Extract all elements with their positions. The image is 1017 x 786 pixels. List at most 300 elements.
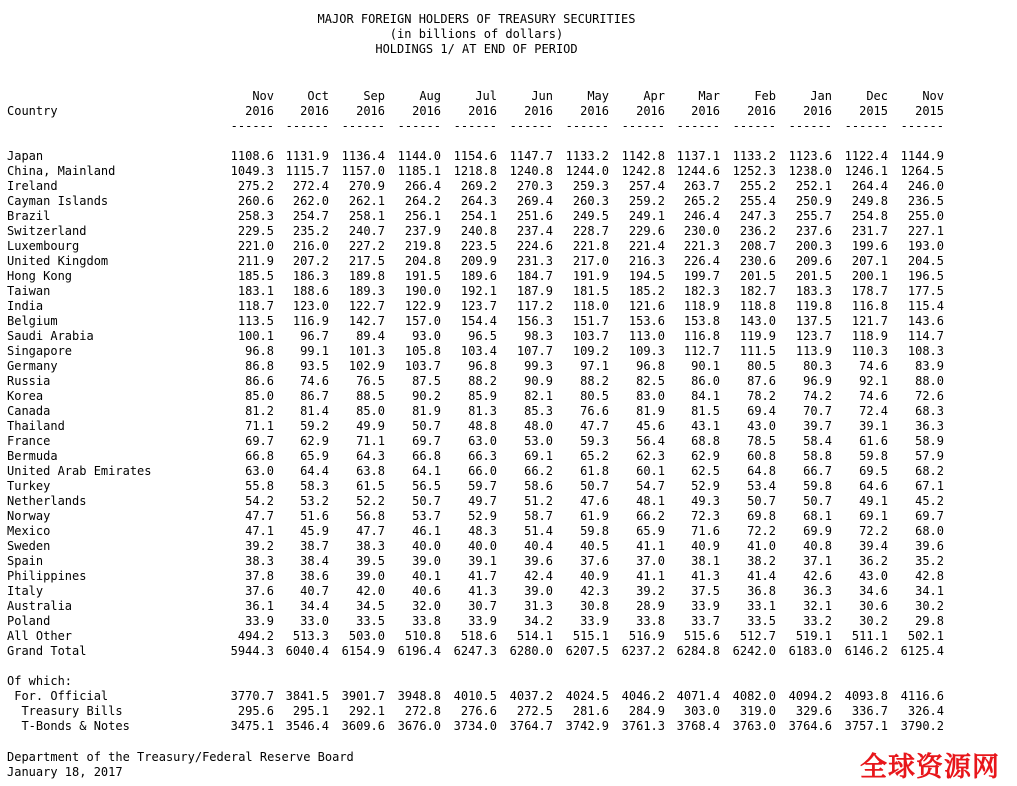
holding-value: 1154.6 bbox=[453, 149, 497, 163]
holding-value: 42.0 bbox=[356, 584, 385, 598]
holding-value: 83.9 bbox=[915, 359, 944, 373]
holding-value: 82.5 bbox=[636, 374, 665, 388]
holding-value: 255.0 bbox=[907, 209, 944, 223]
holding-value: 33.5 bbox=[747, 614, 776, 628]
header-underline: ------ bbox=[676, 119, 720, 133]
holding-value: 252.1 bbox=[795, 179, 832, 193]
holding-value: 177.5 bbox=[907, 284, 944, 298]
holding-value: 39.0 bbox=[412, 554, 441, 568]
holding-value: 37.1 bbox=[803, 554, 832, 568]
holding-value: 63.8 bbox=[356, 464, 385, 478]
holding-value: 80.5 bbox=[580, 389, 609, 403]
table-row bbox=[0, 554, 1017, 569]
holding-value: 52.2 bbox=[356, 494, 385, 508]
holding-value: 110.3 bbox=[851, 344, 888, 358]
holding-value: 68.1 bbox=[803, 509, 832, 523]
holding-value: 39.0 bbox=[356, 569, 385, 583]
holding-value: 45.6 bbox=[636, 419, 665, 433]
holding-value: 264.4 bbox=[851, 179, 888, 193]
holding-value: 4071.4 bbox=[676, 689, 720, 703]
period-month-header: Nov bbox=[252, 89, 274, 103]
holding-value: 119.8 bbox=[795, 299, 832, 313]
table-row bbox=[0, 239, 1017, 254]
holding-value: 84.1 bbox=[691, 389, 720, 403]
country-name: Poland bbox=[7, 614, 51, 628]
holding-value: 230.6 bbox=[739, 254, 776, 268]
holding-value: 33.1 bbox=[747, 599, 776, 613]
table-row bbox=[0, 509, 1017, 524]
holding-value: 3764.7 bbox=[509, 719, 553, 733]
holding-value: 189.3 bbox=[348, 284, 385, 298]
holding-value: 37.8 bbox=[245, 569, 274, 583]
holding-value: 85.0 bbox=[356, 404, 385, 418]
holding-value: 62.9 bbox=[691, 449, 720, 463]
holding-value: 71.6 bbox=[691, 524, 720, 538]
holding-value: 502.1 bbox=[907, 629, 944, 643]
table-row bbox=[0, 494, 1017, 509]
holding-value: 64.4 bbox=[300, 464, 329, 478]
table-header bbox=[0, 89, 1017, 134]
holding-value: 96.7 bbox=[300, 329, 329, 343]
holding-value: 34.4 bbox=[300, 599, 329, 613]
holding-value: 236.5 bbox=[907, 194, 944, 208]
holding-value: 42.3 bbox=[580, 584, 609, 598]
holding-value: 503.0 bbox=[348, 629, 385, 643]
holding-value: 121.7 bbox=[851, 314, 888, 328]
country-name: Turkey bbox=[7, 479, 51, 493]
holding-value: 49.7 bbox=[468, 494, 497, 508]
holding-value: 33.8 bbox=[636, 614, 665, 628]
holding-value: 43.0 bbox=[859, 569, 888, 583]
holding-value: 59.8 bbox=[580, 524, 609, 538]
holding-value: 236.2 bbox=[739, 224, 776, 238]
holding-value: 74.2 bbox=[803, 389, 832, 403]
holding-value: 82.1 bbox=[524, 389, 553, 403]
holding-value: 50.7 bbox=[803, 494, 832, 508]
holding-value: 326.4 bbox=[907, 704, 944, 718]
holding-value: 6125.4 bbox=[900, 644, 944, 658]
holding-value: 209.9 bbox=[460, 254, 497, 268]
holding-value: 96.5 bbox=[468, 329, 497, 343]
holding-value: 37.6 bbox=[580, 554, 609, 568]
holding-value: 48.0 bbox=[524, 419, 553, 433]
grand-total-row bbox=[0, 644, 1017, 659]
holding-value: 39.2 bbox=[636, 584, 665, 598]
holding-value: 254.8 bbox=[851, 209, 888, 223]
table-row bbox=[0, 164, 1017, 179]
holding-value: 32.0 bbox=[412, 599, 441, 613]
holding-value: 39.1 bbox=[468, 554, 497, 568]
holding-value: 90.2 bbox=[412, 389, 441, 403]
table-row bbox=[0, 599, 1017, 614]
holding-value: 123.7 bbox=[460, 299, 497, 313]
holding-value: 29.8 bbox=[915, 614, 944, 628]
holding-value: 515.1 bbox=[572, 629, 609, 643]
holding-value: 86.0 bbox=[691, 374, 720, 388]
holding-value: 1133.2 bbox=[732, 149, 776, 163]
holding-value: 30.2 bbox=[915, 599, 944, 613]
holding-value: 1244.0 bbox=[565, 164, 609, 178]
holding-value: 1108.6 bbox=[230, 149, 274, 163]
table-row bbox=[0, 269, 1017, 284]
table-row bbox=[0, 434, 1017, 449]
holding-value: 30.8 bbox=[580, 599, 609, 613]
holding-value: 250.9 bbox=[795, 194, 832, 208]
holding-value: 1123.6 bbox=[788, 149, 832, 163]
holding-value: 66.7 bbox=[803, 464, 832, 478]
holding-value: 45.9 bbox=[300, 524, 329, 538]
holding-value: 42.4 bbox=[524, 569, 553, 583]
holding-value: 33.2 bbox=[803, 614, 832, 628]
holding-value: 3948.8 bbox=[397, 689, 441, 703]
holding-value: 518.6 bbox=[460, 629, 497, 643]
header-underline: ------ bbox=[509, 119, 553, 133]
holding-value: 41.7 bbox=[468, 569, 497, 583]
holding-value: 258.3 bbox=[237, 209, 274, 223]
holding-value: 260.6 bbox=[237, 194, 274, 208]
holding-value: 47.1 bbox=[245, 524, 274, 538]
holding-value: 103.7 bbox=[404, 359, 441, 373]
holding-value: 249.1 bbox=[628, 209, 665, 223]
period-year-header: 2016 bbox=[747, 104, 776, 118]
holding-value: 65.9 bbox=[636, 524, 665, 538]
holding-value: 240.7 bbox=[348, 224, 385, 238]
holding-value: 264.3 bbox=[460, 194, 497, 208]
holding-value: 118.7 bbox=[237, 299, 274, 313]
holding-value: 329.6 bbox=[795, 704, 832, 718]
of-which-row bbox=[0, 719, 1017, 734]
holding-value: 31.3 bbox=[524, 599, 553, 613]
holding-value: 68.8 bbox=[691, 434, 720, 448]
holding-value: 230.0 bbox=[683, 224, 720, 238]
holding-value: 51.6 bbox=[300, 509, 329, 523]
holding-value: 183.1 bbox=[237, 284, 274, 298]
table-row bbox=[0, 524, 1017, 539]
holding-value: 511.1 bbox=[851, 629, 888, 643]
holding-value: 292.1 bbox=[348, 704, 385, 718]
holding-value: 137.5 bbox=[795, 314, 832, 328]
holding-value: 109.3 bbox=[628, 344, 665, 358]
holding-value: 1218.8 bbox=[453, 164, 497, 178]
holding-value: 71.1 bbox=[245, 419, 274, 433]
holding-value: 81.9 bbox=[412, 404, 441, 418]
holding-value: 510.8 bbox=[404, 629, 441, 643]
holding-value: 32.1 bbox=[803, 599, 832, 613]
holding-value: 39.6 bbox=[524, 554, 553, 568]
holding-value: 87.5 bbox=[412, 374, 441, 388]
holding-value: 3768.4 bbox=[676, 719, 720, 733]
header-underline: ------ bbox=[397, 119, 441, 133]
holding-value: 69.7 bbox=[245, 434, 274, 448]
holding-value: 1185.1 bbox=[397, 164, 441, 178]
holding-value: 3757.1 bbox=[844, 719, 888, 733]
holding-value: 78.5 bbox=[747, 434, 776, 448]
table-row bbox=[0, 194, 1017, 209]
holding-value: 3761.3 bbox=[621, 719, 665, 733]
holding-value: 269.4 bbox=[516, 194, 553, 208]
holding-value: 86.7 bbox=[300, 389, 329, 403]
holding-value: 33.7 bbox=[691, 614, 720, 628]
holding-value: 50.7 bbox=[747, 494, 776, 508]
holding-value: 190.0 bbox=[404, 284, 441, 298]
holding-value: 39.4 bbox=[859, 539, 888, 553]
period-month-header: Jan bbox=[810, 89, 832, 103]
holding-value: 512.7 bbox=[739, 629, 776, 643]
table-row bbox=[0, 359, 1017, 374]
holding-value: 105.8 bbox=[404, 344, 441, 358]
holding-value: 209.6 bbox=[795, 254, 832, 268]
country-name: T-Bonds & Notes bbox=[7, 719, 130, 733]
holding-value: 4094.2 bbox=[788, 689, 832, 703]
holding-value: 122.9 bbox=[404, 299, 441, 313]
country-name: United Kingdom bbox=[7, 254, 109, 268]
holding-value: 69.1 bbox=[859, 509, 888, 523]
holding-value: 256.1 bbox=[404, 209, 441, 223]
holding-value: 264.2 bbox=[404, 194, 441, 208]
holding-value: 59.2 bbox=[300, 419, 329, 433]
holding-value: 181.5 bbox=[572, 284, 609, 298]
holding-value: 251.6 bbox=[516, 209, 553, 223]
holding-value: 48.1 bbox=[636, 494, 665, 508]
holding-value: 66.8 bbox=[412, 449, 441, 463]
holding-value: 60.8 bbox=[747, 449, 776, 463]
holding-value: 40.6 bbox=[412, 584, 441, 598]
holding-value: 88.5 bbox=[356, 389, 385, 403]
holding-value: 1131.9 bbox=[285, 149, 329, 163]
holding-value: 34.6 bbox=[859, 584, 888, 598]
holding-value: 4024.5 bbox=[565, 689, 609, 703]
holding-value: 156.3 bbox=[516, 314, 553, 328]
holding-value: 4116.6 bbox=[900, 689, 944, 703]
holding-value: 61.6 bbox=[859, 434, 888, 448]
holding-value: 36.8 bbox=[747, 584, 776, 598]
holding-value: 64.1 bbox=[412, 464, 441, 478]
header-underline: ------ bbox=[621, 119, 665, 133]
holding-value: 6040.4 bbox=[285, 644, 329, 658]
holding-value: 3790.2 bbox=[900, 719, 944, 733]
holding-value: 270.9 bbox=[348, 179, 385, 193]
holding-value: 201.5 bbox=[739, 269, 776, 283]
holding-value: 72.4 bbox=[859, 404, 888, 418]
holding-value: 151.7 bbox=[572, 314, 609, 328]
holding-value: 33.0 bbox=[300, 614, 329, 628]
holding-value: 207.1 bbox=[851, 254, 888, 268]
holding-value: 107.7 bbox=[516, 344, 553, 358]
holding-value: 78.2 bbox=[747, 389, 776, 403]
holding-value: 66.3 bbox=[468, 449, 497, 463]
holding-value: 109.2 bbox=[572, 344, 609, 358]
holding-value: 64.6 bbox=[859, 479, 888, 493]
table-row bbox=[0, 224, 1017, 239]
holding-value: 101.3 bbox=[348, 344, 385, 358]
holding-value: 1246.1 bbox=[844, 164, 888, 178]
holding-value: 157.0 bbox=[404, 314, 441, 328]
holding-value: 66.0 bbox=[468, 464, 497, 478]
holding-value: 515.6 bbox=[683, 629, 720, 643]
holding-value: 1144.9 bbox=[900, 149, 944, 163]
holding-value: 40.9 bbox=[580, 569, 609, 583]
holding-value: 48.3 bbox=[468, 524, 497, 538]
holding-value: 46.1 bbox=[412, 524, 441, 538]
holding-value: 1252.3 bbox=[732, 164, 776, 178]
holding-value: 221.8 bbox=[572, 239, 609, 253]
holding-value: 37.0 bbox=[636, 554, 665, 568]
holding-value: 223.5 bbox=[460, 239, 497, 253]
holding-value: 115.4 bbox=[907, 299, 944, 313]
holding-value: 47.7 bbox=[580, 419, 609, 433]
holding-value: 199.7 bbox=[683, 269, 720, 283]
country-name: All Other bbox=[7, 629, 73, 643]
holding-value: 188.6 bbox=[292, 284, 329, 298]
holding-value: 516.9 bbox=[628, 629, 665, 643]
table-row bbox=[0, 374, 1017, 389]
holding-value: 1142.8 bbox=[621, 149, 665, 163]
holding-value: 93.0 bbox=[412, 329, 441, 343]
holding-value: 62.5 bbox=[691, 464, 720, 478]
holding-value: 3901.7 bbox=[341, 689, 385, 703]
holding-value: 72.2 bbox=[859, 524, 888, 538]
holding-value: 276.6 bbox=[460, 704, 497, 718]
holding-value: 254.1 bbox=[460, 209, 497, 223]
holding-value: 204.5 bbox=[907, 254, 944, 268]
holding-value: 30.2 bbox=[859, 614, 888, 628]
holding-value: 58.8 bbox=[803, 449, 832, 463]
holding-value: 34.2 bbox=[524, 614, 553, 628]
holding-value: 237.6 bbox=[795, 224, 832, 238]
holding-value: 269.2 bbox=[460, 179, 497, 193]
holding-value: 513.3 bbox=[292, 629, 329, 643]
holding-value: 6154.9 bbox=[341, 644, 385, 658]
of-which-row bbox=[0, 689, 1017, 704]
holding-value: 275.2 bbox=[237, 179, 274, 193]
holding-value: 258.1 bbox=[348, 209, 385, 223]
holding-value: 119.9 bbox=[739, 329, 776, 343]
country-name: Canada bbox=[7, 404, 51, 418]
holding-value: 187.9 bbox=[516, 284, 553, 298]
holding-value: 219.8 bbox=[404, 239, 441, 253]
holding-value: 33.9 bbox=[691, 599, 720, 613]
holding-value: 85.0 bbox=[245, 389, 274, 403]
holding-value: 61.8 bbox=[580, 464, 609, 478]
holding-value: 52.9 bbox=[468, 509, 497, 523]
holding-value: 38.7 bbox=[300, 539, 329, 553]
holding-value: 221.3 bbox=[683, 239, 720, 253]
holding-value: 3676.0 bbox=[397, 719, 441, 733]
holding-value: 1238.0 bbox=[788, 164, 832, 178]
holding-value: 92.1 bbox=[859, 374, 888, 388]
holding-value: 45.2 bbox=[915, 494, 944, 508]
holding-value: 41.0 bbox=[747, 539, 776, 553]
holding-value: 58.9 bbox=[915, 434, 944, 448]
holding-value: 185.5 bbox=[237, 269, 274, 283]
holding-value: 37.6 bbox=[245, 584, 274, 598]
holding-value: 69.1 bbox=[524, 449, 553, 463]
period-month-header: Mar bbox=[698, 89, 720, 103]
holding-value: 193.0 bbox=[907, 239, 944, 253]
country-name: Sweden bbox=[7, 539, 51, 553]
holding-value: 295.1 bbox=[292, 704, 329, 718]
holding-value: 216.0 bbox=[292, 239, 329, 253]
period-year-header: 2016 bbox=[580, 104, 609, 118]
holding-value: 249.8 bbox=[851, 194, 888, 208]
holding-value: 217.0 bbox=[572, 254, 609, 268]
holding-value: 1264.5 bbox=[900, 164, 944, 178]
holding-value: 96.9 bbox=[803, 374, 832, 388]
holding-value: 1242.8 bbox=[621, 164, 665, 178]
holding-value: 192.1 bbox=[460, 284, 497, 298]
holding-value: 6237.2 bbox=[621, 644, 665, 658]
holding-value: 1244.6 bbox=[676, 164, 720, 178]
holding-value: 59.8 bbox=[803, 479, 832, 493]
holding-value: 189.6 bbox=[460, 269, 497, 283]
country-name: Ireland bbox=[7, 179, 58, 193]
holding-value: 58.7 bbox=[524, 509, 553, 523]
holding-value: 60.1 bbox=[636, 464, 665, 478]
holding-value: 33.9 bbox=[245, 614, 274, 628]
holding-value: 54.2 bbox=[245, 494, 274, 508]
holding-value: 208.7 bbox=[739, 239, 776, 253]
holding-value: 6146.2 bbox=[844, 644, 888, 658]
holding-value: 83.0 bbox=[636, 389, 665, 403]
holding-value: 221.0 bbox=[237, 239, 274, 253]
holding-value: 226.4 bbox=[683, 254, 720, 268]
holding-value: 39.5 bbox=[356, 554, 385, 568]
period-year-header: 2015 bbox=[915, 104, 944, 118]
holding-value: 189.8 bbox=[348, 269, 385, 283]
holding-value: 66.2 bbox=[636, 509, 665, 523]
holding-value: 99.1 bbox=[300, 344, 329, 358]
holding-value: 3609.6 bbox=[341, 719, 385, 733]
holding-value: 201.5 bbox=[795, 269, 832, 283]
holding-value: 85.9 bbox=[468, 389, 497, 403]
holding-value: 38.3 bbox=[356, 539, 385, 553]
holding-value: 3764.6 bbox=[788, 719, 832, 733]
holding-value: 237.4 bbox=[516, 224, 553, 238]
country-name: For. Official bbox=[7, 689, 109, 703]
holding-value: 48.8 bbox=[468, 419, 497, 433]
period-month-header: Jun bbox=[531, 89, 553, 103]
holding-value: 38.2 bbox=[747, 554, 776, 568]
table-row bbox=[0, 179, 1017, 194]
holding-value: 336.7 bbox=[851, 704, 888, 718]
holding-value: 196.5 bbox=[907, 269, 944, 283]
holding-value: 303.0 bbox=[683, 704, 720, 718]
period-year-header: 2016 bbox=[468, 104, 497, 118]
holding-value: 142.7 bbox=[348, 314, 385, 328]
holding-value: 116.8 bbox=[683, 329, 720, 343]
holding-value: 33.5 bbox=[356, 614, 385, 628]
holding-value: 47.7 bbox=[245, 509, 274, 523]
holding-value: 61.9 bbox=[580, 509, 609, 523]
period-year-header: 2016 bbox=[412, 104, 441, 118]
country-name: Thailand bbox=[7, 419, 65, 433]
holding-value: 184.7 bbox=[516, 269, 553, 283]
holding-value: 260.3 bbox=[572, 194, 609, 208]
table-row bbox=[0, 584, 1017, 599]
holding-value: 249.5 bbox=[572, 209, 609, 223]
holding-value: 97.1 bbox=[580, 359, 609, 373]
country-column-header: Country bbox=[7, 104, 58, 118]
holding-value: 53.0 bbox=[524, 434, 553, 448]
holding-value: 98.3 bbox=[524, 329, 553, 343]
holding-value: 71.1 bbox=[356, 434, 385, 448]
holding-value: 103.7 bbox=[572, 329, 609, 343]
holding-value: 231.7 bbox=[851, 224, 888, 238]
holding-value: 34.1 bbox=[915, 584, 944, 598]
holding-value: 56.5 bbox=[412, 479, 441, 493]
holding-value: 143.0 bbox=[739, 314, 776, 328]
holding-value: 69.5 bbox=[859, 464, 888, 478]
